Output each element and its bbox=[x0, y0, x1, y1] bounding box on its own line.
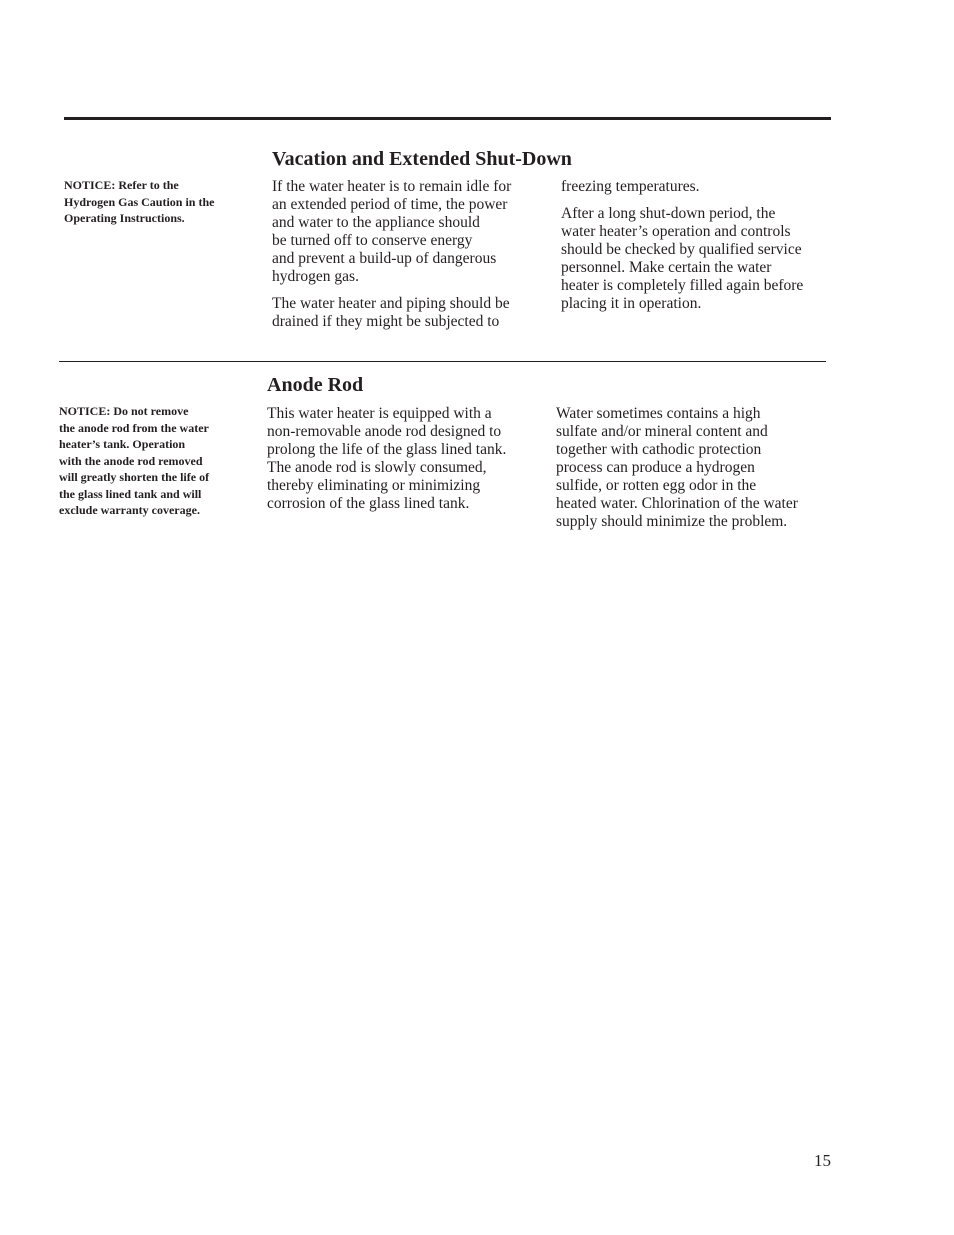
vacation-paragraph-4: After a long shut-down period, the water heater’s operation and controls should be checked by qualified service personnel. Make certain the water heater is completely filled again before placing it in operation. bbox=[561, 205, 804, 312]
anode-column-1 bbox=[267, 405, 547, 522]
vacation-column-1 bbox=[272, 178, 547, 340]
page-number: 15 bbox=[814, 1151, 831, 1170]
anode-paragraph-1: This water heater is equipped with a non-removable anode rod designed to prolong the life of the glass lined tank. The anode rod is slowly consumed, thereby eliminating or minimizing corrosion of the glass lined tank. bbox=[267, 405, 507, 512]
anode-rod-heading: Anode Rod bbox=[267, 374, 364, 396]
vacation-column-2 bbox=[561, 178, 846, 322]
vacation-paragraph-2: The water heater and piping should be drained if they might be subjected to bbox=[272, 295, 510, 330]
hydrogen-gas-notice: NOTICE: Refer to the Hydrogen Gas Caution in the Operating Instructions. bbox=[64, 178, 215, 225]
anode-rod-notice: NOTICE: Do not remove the anode rod from the water heater’s tank. Operation with the anode rod removed will greatly shorten the life of the glass lined tank and will exclude warranty coverage. bbox=[59, 404, 210, 517]
anode-column-2 bbox=[556, 405, 846, 540]
vacation-paragraph-1: If the water heater is to remain idle for an extended period of time, the power and water to the appliance should be turned off to conserve energy and prevent a build-up of dangerous hydrogen gas. bbox=[272, 178, 512, 285]
vacation-heading: Vacation and Extended Shut-Down bbox=[272, 148, 572, 170]
section-divider bbox=[59, 361, 826, 362]
top-rule bbox=[64, 117, 831, 120]
anode-paragraph-2: Water sometimes contains a high sulfate and/or mineral content and together with cathodic protection process can produce a hydrogen sulfide, or rotten egg odor in the heated water. Chlorination of the water supply should minimize the problem. bbox=[556, 405, 798, 530]
vacation-paragraph-3: freezing temperatures. bbox=[561, 178, 700, 195]
